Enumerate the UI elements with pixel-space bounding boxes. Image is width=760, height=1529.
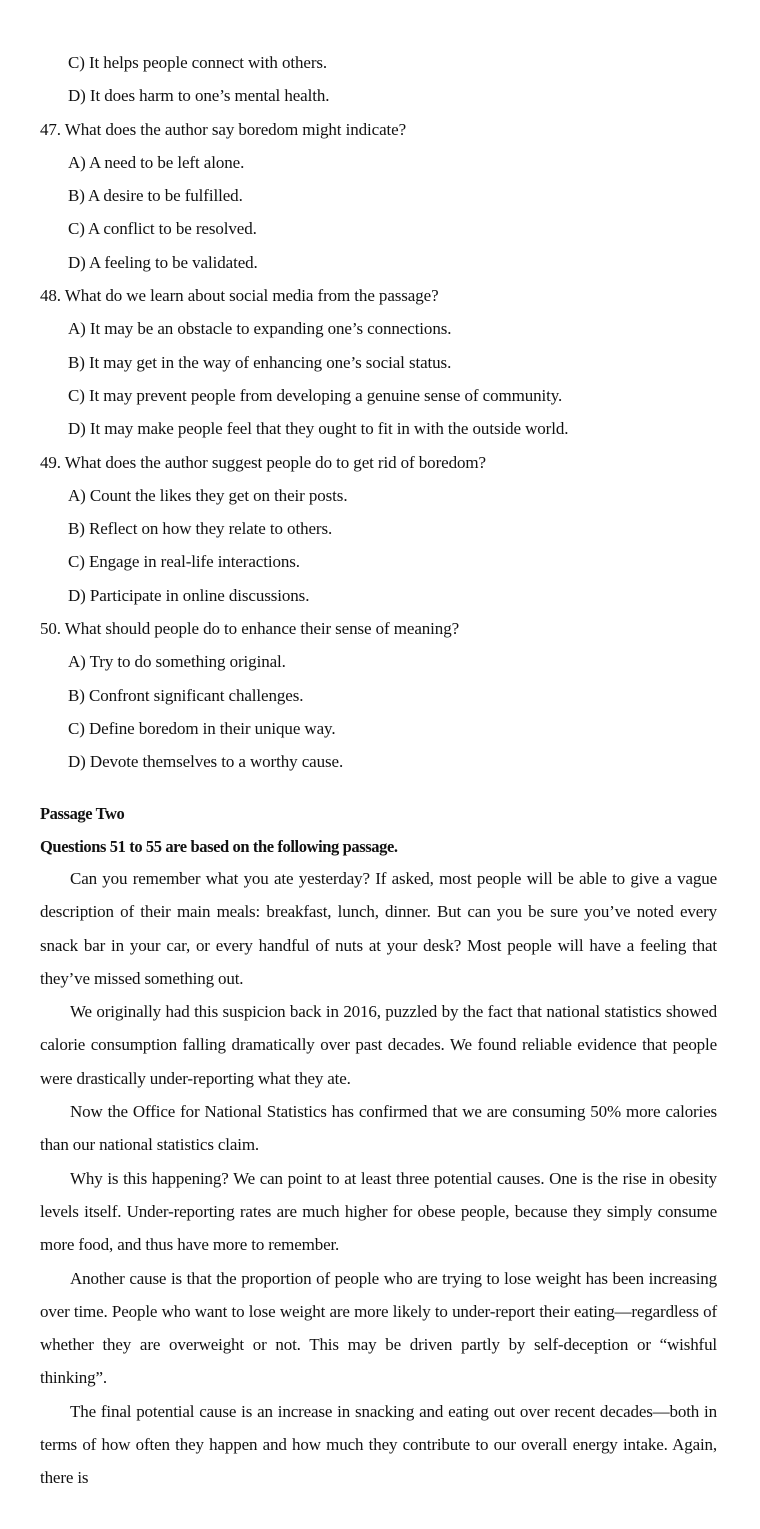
option-48-a: A) It may be an obstacle to expanding one’s connections. [68,319,452,339]
option-47-a: A) A need to be left alone. [68,152,245,172]
question-47 [0,113,760,279]
question-50 [0,612,760,778]
passage-paragraph-4: Why is this happening? We can point to at least three potential causes. One is the rise in obesity levels itself. Under-reporting rates are much higher for obese people, because they simply consume more food, and thus have more to remember. [40,1168,717,1255]
passage-paragraph-5: Another cause is that the proportion of people who are trying to lose weight has been increasing over time. People who want to lose weight are more likely to under-report their eating—regardless of whether they are overweight or not. This may be driven partly by self-deception or “wishful thinking”. [40,1268,717,1388]
question-49 [0,446,760,612]
passage-two-body [40,862,717,1495]
option-50-d: D) Devote themselves to a worthy cause. [68,752,344,772]
question-48 [0,279,760,445]
option-46-c: C) It helps people connect with others. [68,53,328,72]
option-48-b: B) It may get in the way of enhancing one’s social status. [68,352,452,372]
option-46-d: D) It does harm to one’s mental health. [68,86,330,106]
option-48-c: C) It may prevent people from developing a genuine sense of community. [68,385,563,405]
option-47-d: D) A feeling to be validated. [68,252,258,272]
passage-heading: Passage Two [40,804,125,823]
option-47-b: B) A desire to be fulfilled. [68,186,243,206]
option-49-b: B) Reflect on how they relate to others. [68,519,333,539]
passage-paragraph-1: Can you remember what you ate yesterday? If asked, most people will be able to give a vague description of their main meals: breakfast, lunch, dinner. But can you be sure you’ve noted every snack bar in your car, or every handful of nuts at your desk? Most people will have a feeling that they’ve missed something out. [40,869,717,988]
option-50-b: B) Confront significant challenges. [68,685,304,705]
passage-instruction: Questions 51 to 55 are based on the following passage. [40,837,398,857]
question-50-stem: 50. What should people do to enhance their sense of meaning? [40,619,460,639]
option-50-a: A) Try to do something original. [68,652,286,672]
option-50-c: C) Define boredom in their unique way. [68,718,336,738]
option-49-a: A) Count the likes they get on their posts. [68,485,348,505]
question-47-stem: 47. What does the author say boredom might indicate? [40,119,407,139]
question-46-options [0,46,760,113]
passage-paragraph-2: We originally had this suspicion back in 2016, puzzled by the fact that national statistics showed calorie consumption falling dramatically over past decades. We found reliable evidence that people were drastically under-reporting what they ate. [40,1002,717,1088]
option-49-d: D) Participate in online discussions. [68,585,310,605]
option-49-c: C) Engage in real-life interactions. [68,552,300,572]
question-49-stem: 49. What does the author suggest people do to get rid of boredom? [40,452,486,472]
question-48-stem: 48. What do we learn about social media from the passage? [40,286,439,306]
passage-paragraph-6: The final potential cause is an increase in snacking and eating out over recent decades—both in terms of how often they happen and how much they contribute to our overall energy intake. Again, there is [40,1401,717,1488]
option-48-d: D) It may make people feel that they ought to fit in with the outside world. [68,419,569,439]
option-47-c: C) A conflict to be resolved. [68,219,257,239]
passage-two-header [40,797,730,864]
passage-paragraph-3: Now the Office for National Statistics has confirmed that we are consuming 50% more calories than our national statistics claim. [40,1102,717,1155]
question-list [0,46,760,779]
